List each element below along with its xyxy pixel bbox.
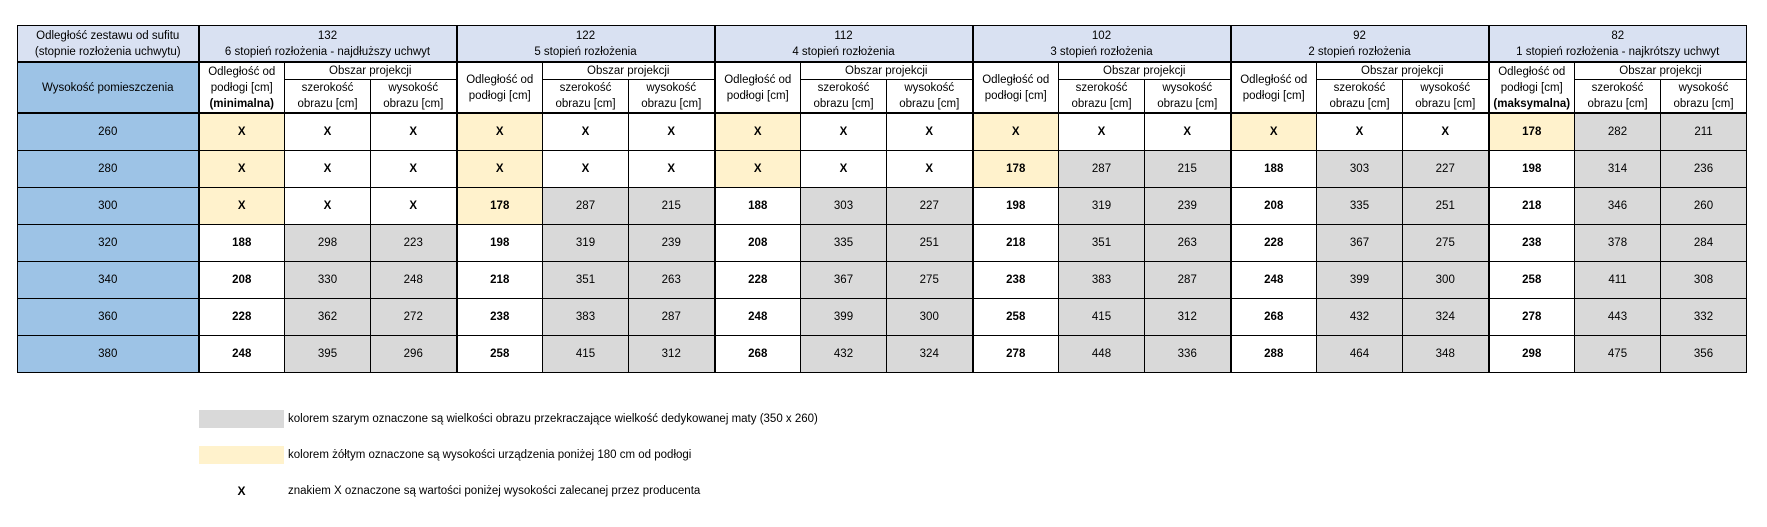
floor-distance-cell: X: [199, 113, 285, 151]
image-height-cell: 239: [629, 225, 715, 262]
image-width-cell: 378: [1575, 225, 1661, 262]
image-width-cell: 367: [801, 262, 887, 299]
image-width-cell: X: [543, 113, 629, 151]
height-header: wysokość obrazu [cm]: [629, 80, 715, 114]
distance-header: [457, 62, 543, 113]
image-height-cell: 287: [1145, 262, 1231, 299]
group-header-92: [1231, 26, 1489, 63]
yellow-swatch: [199, 446, 284, 464]
table-row: [18, 299, 1747, 336]
image-width-cell: 287: [543, 188, 629, 225]
group-value: 122: [575, 29, 596, 42]
image-height-cell: 275: [1403, 225, 1489, 262]
image-height-cell: 324: [1403, 299, 1489, 336]
floor-distance-cell: X: [1231, 113, 1317, 151]
image-width-cell: 314: [1575, 151, 1661, 188]
table-row: [18, 336, 1747, 373]
floor-distance-cell: 178: [457, 188, 543, 225]
image-height-cell: 300: [1403, 262, 1489, 299]
gray-swatch: [199, 410, 284, 428]
group-desc: 3 stopień rozłożenia: [1050, 45, 1153, 58]
image-width-cell: 399: [801, 299, 887, 336]
image-height-cell: 312: [629, 336, 715, 373]
projection-table: [17, 25, 1747, 373]
table-row: [18, 225, 1747, 262]
group-value: 92: [1353, 29, 1366, 42]
floor-distance-cell: 178: [1489, 113, 1575, 151]
width-header: szerokość obrazu [cm]: [801, 80, 887, 114]
floor-distance-cell: 218: [1489, 188, 1575, 225]
corner-header: [18, 26, 199, 63]
height-header: wysokość obrazu [cm]: [371, 80, 457, 114]
group-value: 112: [834, 29, 853, 42]
floor-distance-cell: 208: [199, 262, 285, 299]
height-header: wysokość obrazu [cm]: [1145, 80, 1231, 114]
image-height-cell: X: [371, 188, 457, 225]
image-width-cell: 298: [285, 225, 371, 262]
distance-header: [199, 62, 285, 113]
floor-distance-cell: 188: [1231, 151, 1317, 188]
image-width-cell: 464: [1317, 336, 1403, 373]
room-height-cell: 260: [18, 113, 199, 151]
floor-distance-cell: 278: [1489, 299, 1575, 336]
group-desc: 2 stopień rozłożenia: [1308, 45, 1411, 58]
image-width-cell: 346: [1575, 188, 1661, 225]
image-height-cell: X: [887, 113, 973, 151]
area-header: Obszar projekcji: [801, 62, 973, 80]
image-height-cell: X: [629, 151, 715, 188]
legend-yellow: [199, 446, 691, 464]
group-header-122: [457, 26, 715, 63]
distance-header: [715, 62, 801, 113]
image-height-cell: 300: [887, 299, 973, 336]
image-height-cell: 223: [371, 225, 457, 262]
image-height-cell: 312: [1145, 299, 1231, 336]
distance-header: [1489, 62, 1575, 113]
image-height-cell: X: [371, 151, 457, 188]
width-header: szerokość obrazu [cm]: [1059, 80, 1145, 114]
image-width-cell: 330: [285, 262, 371, 299]
distance-label: Odległość od podłogi [cm]: [466, 73, 534, 102]
image-height-cell: 236: [1661, 151, 1747, 188]
floor-distance-cell: 258: [457, 336, 543, 373]
group-value: 102: [1091, 29, 1112, 42]
legend-yellow-text: kolorem żółtym oznaczone są wysokości urządzenia poniżej 180 cm od podłogi: [288, 449, 692, 461]
floor-distance-cell: X: [715, 113, 801, 151]
height-header: wysokość obrazu [cm]: [887, 80, 973, 114]
image-height-cell: 263: [629, 262, 715, 299]
height-header: wysokość obrazu [cm]: [1661, 80, 1747, 114]
distance-label: Odległość od podłogi [cm]: [208, 65, 276, 94]
distance-note: (minimalna): [209, 97, 275, 110]
image-width-cell: 351: [1059, 225, 1145, 262]
image-height-cell: X: [629, 113, 715, 151]
image-height-cell: 308: [1661, 262, 1747, 299]
group-header-82: [1489, 26, 1747, 63]
image-height-cell: 332: [1661, 299, 1747, 336]
image-height-cell: 272: [371, 299, 457, 336]
floor-distance-cell: 198: [457, 225, 543, 262]
floor-distance-cell: X: [715, 151, 801, 188]
image-height-cell: 287: [629, 299, 715, 336]
floor-distance-cell: 298: [1489, 336, 1575, 373]
floor-distance-cell: X: [199, 151, 285, 188]
floor-distance-cell: X: [199, 188, 285, 225]
group-desc: 5 stopień rozłożenia: [534, 45, 637, 58]
image-width-cell: X: [543, 151, 629, 188]
floor-distance-cell: 288: [1231, 336, 1317, 373]
floor-distance-cell: 218: [973, 225, 1059, 262]
image-height-cell: 260: [1661, 188, 1747, 225]
floor-distance-cell: 188: [199, 225, 285, 262]
legend-gray: [199, 410, 818, 428]
image-height-cell: 215: [1145, 151, 1231, 188]
height-header: wysokość obrazu [cm]: [1403, 80, 1489, 114]
image-height-cell: 324: [887, 336, 973, 373]
x-symbol: X: [237, 484, 246, 498]
image-height-cell: X: [1145, 113, 1231, 151]
image-width-cell: 351: [543, 262, 629, 299]
image-width-cell: X: [1059, 113, 1145, 151]
floor-distance-cell: 278: [973, 336, 1059, 373]
floor-distance-cell: 248: [1231, 262, 1317, 299]
area-header: Obszar projekcji: [543, 62, 715, 80]
image-width-cell: 335: [801, 225, 887, 262]
floor-distance-cell: 178: [973, 151, 1059, 188]
floor-distance-cell: 198: [973, 188, 1059, 225]
distance-note: (maksymalna): [1493, 97, 1571, 110]
floor-distance-cell: 208: [1231, 188, 1317, 225]
width-header: szerokość obrazu [cm]: [1575, 80, 1661, 114]
table-row: [18, 113, 1747, 151]
floor-distance-cell: 188: [715, 188, 801, 225]
image-height-cell: 251: [1403, 188, 1489, 225]
image-width-cell: X: [801, 151, 887, 188]
image-width-cell: X: [285, 113, 371, 151]
distance-label: Odległość od podłogi [cm]: [1240, 73, 1308, 102]
group-header-112: [715, 26, 973, 63]
floor-distance-cell: 238: [973, 262, 1059, 299]
image-height-cell: 227: [887, 188, 973, 225]
image-width-cell: 367: [1317, 225, 1403, 262]
image-width-cell: 395: [285, 336, 371, 373]
area-header: Obszar projekcji: [285, 62, 457, 80]
group-value: 132: [317, 29, 338, 42]
room-height-cell: 360: [18, 299, 199, 336]
image-width-cell: 319: [543, 225, 629, 262]
spreadsheet: [17, 25, 1747, 373]
group-desc: 1 stopień rozłożenia - najkrótszy uchwyt: [1516, 45, 1720, 58]
image-width-cell: 443: [1575, 299, 1661, 336]
table-row: [18, 151, 1747, 188]
image-width-cell: 303: [801, 188, 887, 225]
image-width-cell: X: [285, 151, 371, 188]
image-height-cell: 336: [1145, 336, 1231, 373]
image-height-cell: X: [371, 113, 457, 151]
distance-label: Odległość od podłogi [cm]: [982, 73, 1050, 102]
image-height-cell: 248: [371, 262, 457, 299]
floor-distance-cell: 248: [715, 299, 801, 336]
image-height-cell: 215: [629, 188, 715, 225]
group-desc: 6 stopień rozłożenia - najdłuższy uchwyt: [224, 45, 431, 58]
area-header: Obszar projekcji: [1059, 62, 1231, 80]
floor-distance-cell: 228: [199, 299, 285, 336]
floor-distance-cell: 218: [457, 262, 543, 299]
image-width-cell: 383: [1059, 262, 1145, 299]
room-height-cell: 280: [18, 151, 199, 188]
image-height-cell: 263: [1145, 225, 1231, 262]
image-width-cell: 362: [285, 299, 371, 336]
floor-distance-cell: X: [457, 151, 543, 188]
area-header: Obszar projekcji: [1317, 62, 1489, 80]
row-header-label: Wysokość pomieszczenia: [18, 62, 199, 113]
room-height-cell: 380: [18, 336, 199, 373]
image-width-cell: 432: [1317, 299, 1403, 336]
group-header-132: [199, 26, 457, 63]
image-width-cell: 432: [801, 336, 887, 373]
distance-label: Odległość od podłogi [cm]: [724, 73, 792, 102]
image-width-cell: 282: [1575, 113, 1661, 151]
image-width-cell: 411: [1575, 262, 1661, 299]
image-width-cell: 475: [1575, 336, 1661, 373]
room-height-cell: 340: [18, 262, 199, 299]
image-width-cell: X: [285, 188, 371, 225]
image-width-cell: 303: [1317, 151, 1403, 188]
legend-x: [199, 482, 700, 500]
image-width-cell: 448: [1059, 336, 1145, 373]
table-row: [18, 262, 1747, 299]
image-width-cell: X: [801, 113, 887, 151]
width-header: szerokość obrazu [cm]: [285, 80, 371, 114]
image-height-cell: 356: [1661, 336, 1747, 373]
image-height-cell: 211: [1661, 113, 1747, 151]
image-width-cell: 415: [1059, 299, 1145, 336]
image-height-cell: 227: [1403, 151, 1489, 188]
group-desc: 4 stopień rozłożenia: [792, 45, 895, 58]
image-height-cell: 239: [1145, 188, 1231, 225]
legend-x-text: znakiem X oznaczone są wartości poniżej wysokości zalecanej przez producenta: [288, 485, 701, 497]
image-height-cell: X: [887, 151, 973, 188]
area-header: Obszar projekcji: [1575, 62, 1747, 80]
image-height-cell: 251: [887, 225, 973, 262]
group-value: 82: [1611, 29, 1625, 42]
image-height-cell: 296: [371, 336, 457, 373]
floor-distance-cell: 198: [1489, 151, 1575, 188]
legend-gray-text: kolorem szarym oznaczone są wielkości obrazu przekraczające wielkość dedykowanej maty (350 x 260): [288, 413, 818, 425]
room-height-cell: 320: [18, 225, 199, 262]
floor-distance-cell: 208: [715, 225, 801, 262]
width-header: szerokość obrazu [cm]: [543, 80, 629, 114]
image-width-cell: X: [1317, 113, 1403, 151]
group-header-102: [973, 26, 1231, 63]
floor-distance-cell: 238: [1489, 225, 1575, 262]
floor-distance-cell: 248: [199, 336, 285, 373]
image-width-cell: 287: [1059, 151, 1145, 188]
floor-distance-cell: 258: [1489, 262, 1575, 299]
floor-distance-cell: 268: [715, 336, 801, 373]
image-width-cell: 383: [543, 299, 629, 336]
width-header: szerokość obrazu [cm]: [1317, 80, 1403, 114]
room-height-cell: 300: [18, 188, 199, 225]
image-width-cell: 399: [1317, 262, 1403, 299]
image-width-cell: 335: [1317, 188, 1403, 225]
floor-distance-cell: 268: [1231, 299, 1317, 336]
corner-label: Odległość zestawu od sufitu (stopnie rozłożenia uchwytu): [34, 29, 181, 58]
floor-distance-cell: X: [973, 113, 1059, 151]
table-row: [18, 188, 1747, 225]
distance-label: Odległość od podłogi [cm]: [1498, 65, 1566, 94]
image-height-cell: X: [1403, 113, 1489, 151]
image-height-cell: 348: [1403, 336, 1489, 373]
floor-distance-cell: 258: [973, 299, 1059, 336]
floor-distance-cell: X: [457, 113, 543, 151]
image-height-cell: 284: [1661, 225, 1747, 262]
image-width-cell: 415: [543, 336, 629, 373]
distance-header: [973, 62, 1059, 113]
floor-distance-cell: 228: [715, 262, 801, 299]
distance-header: [1231, 62, 1317, 113]
image-width-cell: 319: [1059, 188, 1145, 225]
image-height-cell: 275: [887, 262, 973, 299]
floor-distance-cell: 228: [1231, 225, 1317, 262]
floor-distance-cell: 238: [457, 299, 543, 336]
